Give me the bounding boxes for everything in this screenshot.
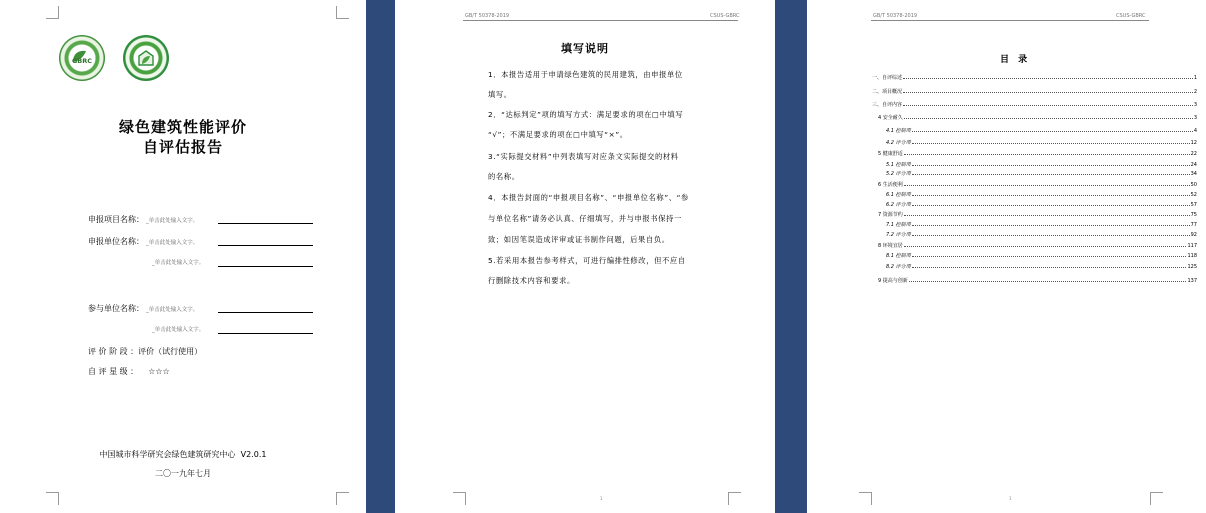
toc-entry-page: 52 bbox=[1190, 192, 1197, 198]
self-rating bbox=[88, 366, 170, 377]
field-underline bbox=[218, 312, 313, 313]
instruction-line: 1．本报告适用于申请绿色建筑的民用建筑，由申报单位 bbox=[488, 70, 683, 79]
toc-entry-label: 8.1 控制项 bbox=[886, 253, 911, 259]
instruction-line: 与单位名称”请务必认真、仔细填写，并与申报书保持一 bbox=[488, 214, 682, 223]
field-placeholder[interactable]: _单击此处输入文字。 bbox=[146, 218, 199, 224]
toc-entry-label: 4.2 评分项 bbox=[886, 140, 911, 146]
cover-organization bbox=[0, 449, 366, 460]
participant-unit-field[interactable] bbox=[88, 303, 198, 314]
cover-date: 二〇一九年七月 bbox=[155, 469, 211, 478]
toc-leader-dots bbox=[912, 165, 1190, 166]
toc-entry[interactable] bbox=[886, 200, 1197, 208]
toc-entry-page: 22 bbox=[1190, 151, 1197, 157]
toc-entry-label: 6.2 评分项 bbox=[886, 202, 911, 208]
instruction-line: 填写。 bbox=[488, 90, 512, 99]
toc-entry[interactable] bbox=[886, 230, 1197, 238]
toc-leader-dots bbox=[912, 256, 1187, 257]
toc-entry-page: 3 bbox=[1193, 102, 1197, 108]
toc-leader-dots bbox=[903, 78, 1193, 79]
toc-entry-label: 5.1 控制项 bbox=[886, 162, 911, 168]
toc-leader-dots bbox=[904, 215, 1190, 216]
toc-entry-label: 7.1 控制项 bbox=[886, 222, 911, 228]
cover-title-line1: 绿色建筑性能评价 bbox=[118, 118, 247, 136]
header-org: CSUS-GBRC bbox=[710, 13, 740, 19]
toc-entry-page: 1 bbox=[1193, 75, 1197, 81]
field-label: 申报项目名称： bbox=[88, 215, 144, 224]
header-rule bbox=[463, 20, 738, 21]
toc-entry[interactable] bbox=[878, 180, 1197, 188]
toc-entry-page: 4 bbox=[1193, 128, 1197, 134]
org-name: 中国城市科学研究会绿色建筑研究中心 bbox=[99, 450, 236, 459]
toc-entry-label: 6 生活便利 bbox=[878, 182, 903, 188]
toc-leader-dots bbox=[912, 267, 1187, 268]
instructions-title: 填写说明 bbox=[561, 42, 609, 55]
instruction-line: 2．“达标判定”项的填写方式：满足要求的项在□中填写 bbox=[488, 110, 684, 119]
toc-entry-label: 7.2 评分项 bbox=[886, 232, 911, 238]
toc-entry[interactable] bbox=[886, 138, 1197, 146]
toc-entry-label: 4.1 控制项 bbox=[886, 128, 911, 134]
toc-leader-dots bbox=[904, 154, 1190, 155]
crop-mark bbox=[453, 492, 466, 505]
toc-page bbox=[807, 0, 1206, 513]
toc-entry[interactable] bbox=[886, 126, 1197, 134]
grade-label: 自 评 星 级 ： bbox=[88, 367, 139, 376]
toc-leader-dots bbox=[912, 143, 1190, 144]
toc-entry-page: 3 bbox=[1193, 115, 1197, 121]
toc-leader-dots bbox=[912, 225, 1190, 226]
toc-entry-label: 三、自评内容 bbox=[872, 102, 903, 108]
header-org: CSUS-GBRC bbox=[1116, 13, 1146, 19]
toc-entry-page: 118 bbox=[1187, 253, 1197, 259]
field-underline bbox=[218, 245, 313, 246]
crop-mark bbox=[336, 6, 349, 19]
toc-entry-page: 34 bbox=[1190, 171, 1197, 177]
toc-leader-dots bbox=[912, 174, 1190, 175]
cgbrc-logo-icon bbox=[59, 35, 105, 81]
stage-value: 评价（试行使用） bbox=[138, 347, 203, 356]
header-rule bbox=[871, 20, 1149, 21]
field-placeholder[interactable]: _单击此处输入文字。 bbox=[152, 260, 205, 266]
toc-entry[interactable] bbox=[886, 251, 1197, 259]
field-underline bbox=[218, 223, 313, 224]
field-label: 申报单位名称： bbox=[88, 237, 144, 246]
field-underline bbox=[218, 266, 313, 267]
instruction-line: “√”；不满足要求的项在□中填写“×”。 bbox=[488, 130, 628, 139]
toc-entry[interactable] bbox=[886, 220, 1197, 228]
toc-entry-label: 一、自评综述 bbox=[872, 75, 903, 81]
applicant-unit-field[interactable] bbox=[88, 236, 198, 247]
instruction-line: 4．本报告封面的“申报项目名称”、“申报单位名称”、“参 bbox=[488, 193, 689, 202]
version: V2.0.1 bbox=[240, 450, 267, 459]
page-number: 1 bbox=[600, 496, 603, 501]
toc-entry-label: 6.1 控制项 bbox=[886, 192, 911, 198]
header-standard: GB/T 50378-2019 bbox=[465, 13, 510, 19]
toc-entry-page: 24 bbox=[1190, 162, 1197, 168]
toc-entry[interactable] bbox=[872, 100, 1197, 108]
instruction-line: 5.若采用本报告参考样式，可进行编排性修改，但不应自 bbox=[488, 256, 686, 265]
toc-leader-dots bbox=[912, 235, 1190, 236]
toc-entry[interactable] bbox=[878, 149, 1197, 157]
toc-entry-label: 9 提高与创新 bbox=[878, 278, 908, 284]
toc-leader-dots bbox=[912, 205, 1190, 206]
toc-entry[interactable] bbox=[872, 87, 1197, 95]
toc-entry-label: 8 环境宜居 bbox=[878, 243, 903, 249]
stage-label: 评 价 阶 段 ： bbox=[88, 347, 139, 356]
toc-entry-label: 8.2 评分项 bbox=[886, 264, 911, 270]
toc-entry[interactable] bbox=[886, 190, 1197, 198]
toc-entry-page: 117 bbox=[1187, 243, 1197, 249]
cover-title-line2: 自评估报告 bbox=[142, 138, 223, 156]
field-placeholder[interactable]: _单击此处输入文字。 bbox=[146, 307, 199, 313]
toc-leader-dots bbox=[909, 281, 1187, 282]
toc-entry-page: 12 bbox=[1190, 140, 1197, 146]
toc-entry-page: 75 bbox=[1190, 212, 1197, 218]
toc-entry-label: 4 安全耐久 bbox=[878, 115, 903, 121]
toc-leader-dots bbox=[912, 131, 1193, 132]
crop-mark bbox=[46, 492, 59, 505]
toc-leader-dots bbox=[903, 92, 1193, 93]
page-number: 1 bbox=[1009, 496, 1012, 501]
toc-entry[interactable] bbox=[886, 169, 1197, 177]
toc-entry-page: 57 bbox=[1190, 202, 1197, 208]
toc-entry-page: 50 bbox=[1190, 182, 1197, 188]
instruction-line: 行删除技术内容和要求。 bbox=[488, 276, 575, 285]
evaluation-stage bbox=[88, 346, 202, 357]
green-building-council-logo-icon bbox=[123, 35, 169, 81]
instruction-line: 的名称。 bbox=[488, 172, 520, 181]
toc-entry[interactable] bbox=[878, 113, 1197, 121]
instruction-line: 3.“实际提交材料”中列表填写对应条文实际提交的材料 bbox=[488, 152, 679, 161]
header-standard: GB/T 50378-2019 bbox=[873, 13, 918, 19]
grade-value: ☆☆☆ bbox=[148, 367, 170, 376]
toc-entry-page: 125 bbox=[1187, 264, 1197, 270]
toc-entry[interactable] bbox=[878, 241, 1197, 249]
toc-entry[interactable] bbox=[878, 276, 1197, 284]
crop-mark bbox=[859, 492, 872, 505]
toc-entry-label: 5.2 评分项 bbox=[886, 171, 911, 177]
participant-unit-field-2[interactable] bbox=[150, 324, 204, 333]
toc-leader-dots bbox=[912, 195, 1190, 196]
crop-mark bbox=[336, 492, 349, 505]
crop-mark bbox=[728, 492, 741, 505]
instruction-line: 致；如因笔误造成评审或证书制作问题，后果自负。 bbox=[488, 235, 670, 244]
toc-entry-page: 137 bbox=[1187, 278, 1197, 284]
crop-mark bbox=[46, 6, 59, 19]
applicant-unit-field-2[interactable] bbox=[150, 257, 204, 266]
toc-title: 目 录 bbox=[1000, 55, 1031, 65]
toc-leader-dots bbox=[904, 118, 1193, 119]
toc-leader-dots bbox=[904, 185, 1190, 186]
toc-leader-dots bbox=[904, 246, 1187, 247]
page-gap bbox=[775, 0, 807, 513]
svg-text:GBRC: GBRC bbox=[71, 57, 93, 65]
page-gap bbox=[366, 0, 395, 513]
field-underline bbox=[218, 333, 313, 334]
toc-entry-label: 二、项目概况 bbox=[872, 89, 903, 95]
applicant-project-field[interactable] bbox=[88, 214, 198, 225]
instructions-page bbox=[395, 0, 775, 513]
toc-entry-page: 77 bbox=[1190, 222, 1197, 228]
toc-entry[interactable] bbox=[872, 73, 1197, 81]
toc-entry[interactable] bbox=[886, 160, 1197, 168]
toc-entry-label: 5 健康舒适 bbox=[878, 151, 903, 157]
crop-mark bbox=[1150, 492, 1163, 505]
toc-entry-label: 7 资源节约 bbox=[878, 212, 903, 218]
field-placeholder[interactable]: _单击此处输入文字。 bbox=[146, 240, 199, 246]
cover-page bbox=[0, 0, 366, 513]
field-label: 参与单位名称： bbox=[88, 304, 144, 313]
toc-entry-page: 92 bbox=[1190, 232, 1197, 238]
field-placeholder[interactable]: _单击此处输入文字。 bbox=[152, 327, 205, 333]
toc-entry[interactable] bbox=[878, 210, 1197, 218]
toc-leader-dots bbox=[903, 105, 1193, 106]
toc-entry[interactable] bbox=[886, 262, 1197, 270]
toc-entry-page: 2 bbox=[1193, 89, 1197, 95]
